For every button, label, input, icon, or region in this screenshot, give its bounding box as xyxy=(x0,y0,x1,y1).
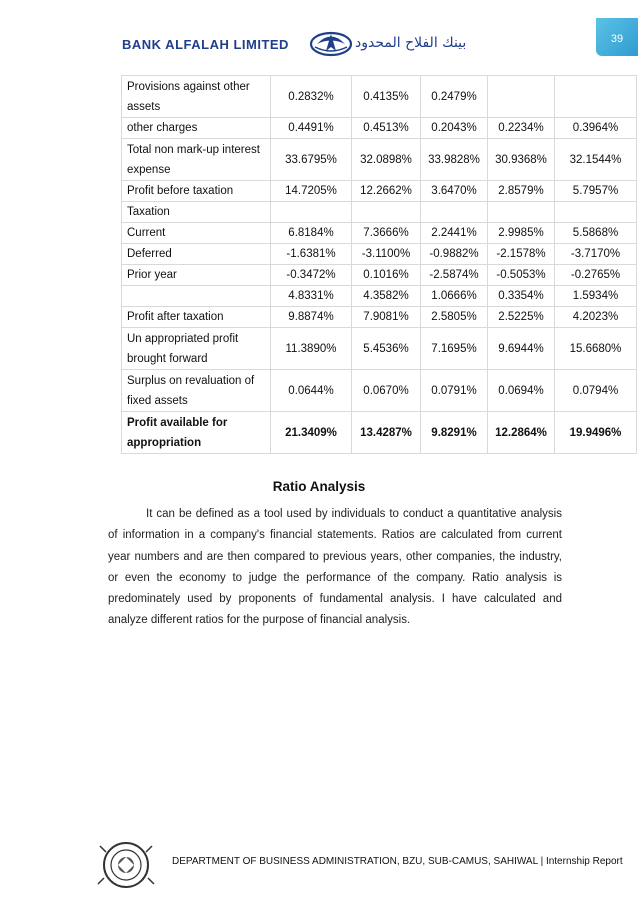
bank-name: BANK ALFALAH LIMITED xyxy=(122,37,289,52)
value-cell: 21.3409% xyxy=(271,412,352,454)
ratio-analysis-paragraph: It can be defined as a tool used by individuals to conduct a quantitative analysis of information in a company's financial statements. Ratios are calculated from current year numbers and are then compared to previous years, other companies, the industry, or even the economy to judge the performance of the company. Ratio analysis is predominately used by proponents of fundamental analysis. I have calculated and analyze different ratios for the purpose of financial analysis. xyxy=(108,508,562,627)
row-label: Un appropriated profit brought forward xyxy=(122,328,271,370)
value-cell: 0.2479% xyxy=(421,76,488,118)
value-cell: 0.3964% xyxy=(555,118,637,139)
value-cell: 2.5805% xyxy=(421,307,488,328)
row-label: Profit before taxation xyxy=(122,181,271,202)
value-cell: 0.2234% xyxy=(488,118,555,139)
value-cell xyxy=(421,202,488,223)
value-cell: -0.5053% xyxy=(488,265,555,286)
row-label: Current xyxy=(122,223,271,244)
row-label: Provisions against other assets xyxy=(122,76,271,118)
row-label: Taxation xyxy=(122,202,271,223)
value-cell: 0.1016% xyxy=(352,265,421,286)
row-label: Deferred xyxy=(122,244,271,265)
table-row xyxy=(122,412,637,454)
value-cell: -0.3472% xyxy=(271,265,352,286)
value-cell: 0.2043% xyxy=(421,118,488,139)
bank-name-arabic: بينك الفلاح المحدود xyxy=(355,35,467,51)
value-cell: 2.8579% xyxy=(488,181,555,202)
table-row xyxy=(122,202,637,223)
value-cell: 12.2662% xyxy=(352,181,421,202)
financial-ratio-table xyxy=(121,75,637,454)
table-row xyxy=(122,139,637,181)
row-label: other charges xyxy=(122,118,271,139)
table-row xyxy=(122,370,637,412)
value-cell: 4.8331% xyxy=(271,286,352,307)
table-row xyxy=(122,286,637,307)
value-cell: 32.0898% xyxy=(352,139,421,181)
value-cell: 5.4536% xyxy=(352,328,421,370)
value-cell: 0.0670% xyxy=(352,370,421,412)
value-cell: 5.5868% xyxy=(555,223,637,244)
value-cell: 0.2832% xyxy=(271,76,352,118)
value-cell xyxy=(352,202,421,223)
value-cell: 9.8874% xyxy=(271,307,352,328)
value-cell: 0.3354% xyxy=(488,286,555,307)
section-title: Ratio Analysis xyxy=(272,479,366,494)
value-cell: 0.0794% xyxy=(555,370,637,412)
value-cell: 0.0791% xyxy=(421,370,488,412)
value-cell: -0.2765% xyxy=(555,265,637,286)
value-cell xyxy=(488,76,555,118)
value-cell: 32.1544% xyxy=(555,139,637,181)
value-cell: 7.9081% xyxy=(352,307,421,328)
table-row xyxy=(122,244,637,265)
value-cell: -3.1100% xyxy=(352,244,421,265)
value-cell xyxy=(488,202,555,223)
value-cell: 0.4135% xyxy=(352,76,421,118)
value-cell: 3.6470% xyxy=(421,181,488,202)
value-cell: 0.4513% xyxy=(352,118,421,139)
table-row xyxy=(122,181,637,202)
value-cell: -1.6381% xyxy=(271,244,352,265)
value-cell: 33.9828% xyxy=(421,139,488,181)
value-cell: 0.0644% xyxy=(271,370,352,412)
table-row xyxy=(122,118,637,139)
footer-text: DEPARTMENT OF BUSINESS ADMINISTRATION, BZU, SUB-CAMUS, SAHIWAL | Internship Report xyxy=(172,856,623,867)
row-label: Profit available for appropriation xyxy=(122,412,271,454)
value-cell: 33.6795% xyxy=(271,139,352,181)
value-cell xyxy=(271,202,352,223)
table-row xyxy=(122,328,637,370)
value-cell: 5.7957% xyxy=(555,181,637,202)
table-row xyxy=(122,265,637,286)
value-cell: 11.3890% xyxy=(271,328,352,370)
value-cell: 1.0666% xyxy=(421,286,488,307)
value-cell: 0.0694% xyxy=(488,370,555,412)
university-seal-icon xyxy=(96,840,156,890)
row-label xyxy=(122,286,271,307)
financial-table xyxy=(121,75,637,454)
value-cell: 2.5225% xyxy=(488,307,555,328)
value-cell: 4.2023% xyxy=(555,307,637,328)
value-cell: 12.2864% xyxy=(488,412,555,454)
value-cell: 14.7205% xyxy=(271,181,352,202)
value-cell: 9.8291% xyxy=(421,412,488,454)
bank-logo-icon xyxy=(309,31,353,57)
value-cell: 9.6944% xyxy=(488,328,555,370)
row-label: Surplus on revaluation of fixed assets xyxy=(122,370,271,412)
value-cell: 4.3582% xyxy=(352,286,421,307)
page-header xyxy=(0,0,638,80)
table-row xyxy=(122,223,637,244)
value-cell: -0.9882% xyxy=(421,244,488,265)
value-cell: 1.5934% xyxy=(555,286,637,307)
value-cell: 7.3666% xyxy=(352,223,421,244)
page-number: 39 xyxy=(596,18,638,56)
value-cell xyxy=(555,202,637,223)
value-cell: 13.4287% xyxy=(352,412,421,454)
value-cell: -3.7170% xyxy=(555,244,637,265)
value-cell: 7.1695% xyxy=(421,328,488,370)
value-cell: 0.4491% xyxy=(271,118,352,139)
row-label: Profit after taxation xyxy=(122,307,271,328)
row-label: Total non mark-up interest expense xyxy=(122,139,271,181)
row-label: Prior year xyxy=(122,265,271,286)
table-row xyxy=(122,76,637,118)
value-cell: 2.2441% xyxy=(421,223,488,244)
table-row xyxy=(122,307,637,328)
value-cell: 30.9368% xyxy=(488,139,555,181)
value-cell: -2.5874% xyxy=(421,265,488,286)
value-cell: 19.9496% xyxy=(555,412,637,454)
value-cell: 2.9985% xyxy=(488,223,555,244)
value-cell: 6.8184% xyxy=(271,223,352,244)
value-cell xyxy=(555,76,637,118)
value-cell: 15.6680% xyxy=(555,328,637,370)
value-cell: -2.1578% xyxy=(488,244,555,265)
